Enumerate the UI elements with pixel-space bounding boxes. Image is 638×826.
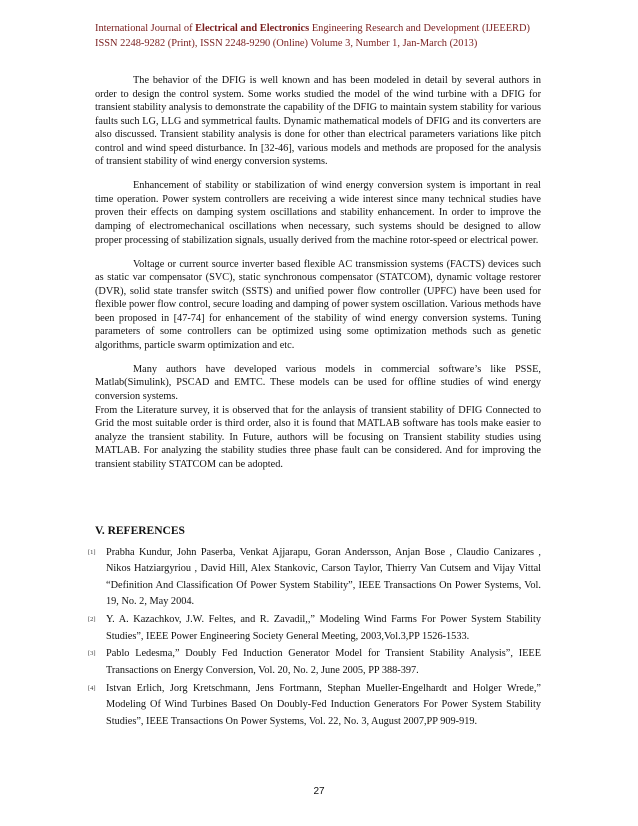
- journal-header: [95, 21, 555, 51]
- paragraph-software: Many authors have developed various models in commercial software’s like PSSE, Matlab(Simulink), PSCAD and EMTC. These models can be used for offline studies of wind energy conversion systems.: [95, 363, 541, 402]
- header-line-1: International Journal of Electrical and Electronics Engineering Research and Development (IJEEERD): [95, 23, 530, 34]
- page-number: 27: [313, 786, 325, 797]
- reference-number: [1]: [88, 549, 96, 556]
- reference-number: [4]: [88, 684, 96, 692]
- reference-text: Y. A. Kazachkov, J.W. Feltes, and R. Zavadil,,” Modeling Wind Farms For Power System Stability Studies”, IEEE Power Engineering Society General Meeting, 2003,Vol.3,PP 1526-1533.: [106, 614, 541, 642]
- reference-text: Pablo Ledesma,” Doubly Fed Induction Generator Model for Transient Stability Analysis”, IEEE Transactions on Energy Conversion, Vol. 20, No. 2, June 2005, PP 388-397.: [106, 648, 541, 676]
- paragraph-facts: Voltage or current source inverter based flexible AC transmission systems (FACTS) devices such as static var compensator (SVC), static synchronous compensator (STATCOM), dynamic voltage restorer (DVR), solid state transfer switch (SSTS) and unified power flow controller (UPFC) have been used for flexible power flow control, secure loading and damping of power system oscillation. Various methods have been proposed in [47-74] for enhancement of the stability of wind energy conversion systems. Tuning parameters of some controllers can be optimized using some optimization methods such as genetic algorithms, particle swarm optimization and etc.: [95, 258, 541, 351]
- reference-text: Istvan Erlich, Jorg Kretschmann, Jens Fortmann, Stephan Mueller-Engelhardt and Holger Wrede,” Modeling Of Wind Turbines Based On Doubly-Fed Induction Generators For Power System Stability Studies”, IEEE Transactions On Power Systems, Vol. 22, No. 3, August 2007,PP 909-919.: [106, 682, 541, 727]
- reference-item: [88, 612, 541, 645]
- references-list: [88, 545, 541, 731]
- reference-number: [2]: [88, 616, 96, 624]
- header-line-2: ISSN 2248-9282 (Print), ISSN 2248-9290 (Online) Volume 3, Number 1, Jan-March (2013): [95, 38, 478, 49]
- body-text: [95, 74, 541, 480]
- references-heading: V. REFERENCES: [95, 525, 185, 537]
- reference-number: [3]: [88, 650, 96, 658]
- reference-text: Prabha Kundur, John Paserba, Venkat Ajjarapu, Goran Andersson, Anjan Bose , Claudio Canizares , Nikos Hatziargyriou , David Hill, Alex Stankovic, Carson Taylor, Thierry Van Cutsem and Vijay Vittal “Definition And Classification Of Power System Stability”, IEEE Transactions On Power Systems, Vol. 19, No. 2, May 2004.: [106, 547, 541, 608]
- reference-item: [88, 545, 541, 611]
- paragraph-conclusion: From the Literature survey, it is observed that for the anlaysis of transient stability of DFIG Connected to Grid the most suitable order is third order, also it is found that MATLAB software has tools make easier to analyze the transient stability. In Future, authors will be focusing on Transient stability studies using MATLAB. For analyzing the stability studies three phase fault can be considered. And for improving the transient stability STATCOM can be adopted.: [95, 404, 541, 470]
- paragraph-dfig-behavior: The behavior of the DFIG is well known and has been modeled in detail by several authors in order to design the control system. Some works studied the model of the wind turbine with a DFIG for transient stability analysis to demonstrate the capability of the DFIG to maintain system stability for various faults such LG, LLG and symmetrical faults. Dynamic mathematical models of DFIG and its converters are also discussed. Transient stability analysis is done for other than electrical parameters variations like pitch control and wind speed disturbance. In [32-46], various models and methods are proposed for the analysis of transient stability of wind energy conversion systems.: [95, 75, 541, 168]
- reference-item: [88, 646, 541, 679]
- paragraph-enhancement: Enhancement of stability or stabilization of wind energy conversion system is important in real time operation. Power system controllers are receiving a wide interest since many technical studies have proven their effects on damping system oscillations and stability enhancement. In order to improve the damping of electromechanical oscillations when necessary, such systems should be designed to allow proper processing of stabilization signals, usually derived from the machine rotor-speed or electrical power.: [95, 180, 541, 246]
- reference-item: [88, 681, 541, 730]
- header-bold-text: Electrical and Electronics: [195, 23, 310, 34]
